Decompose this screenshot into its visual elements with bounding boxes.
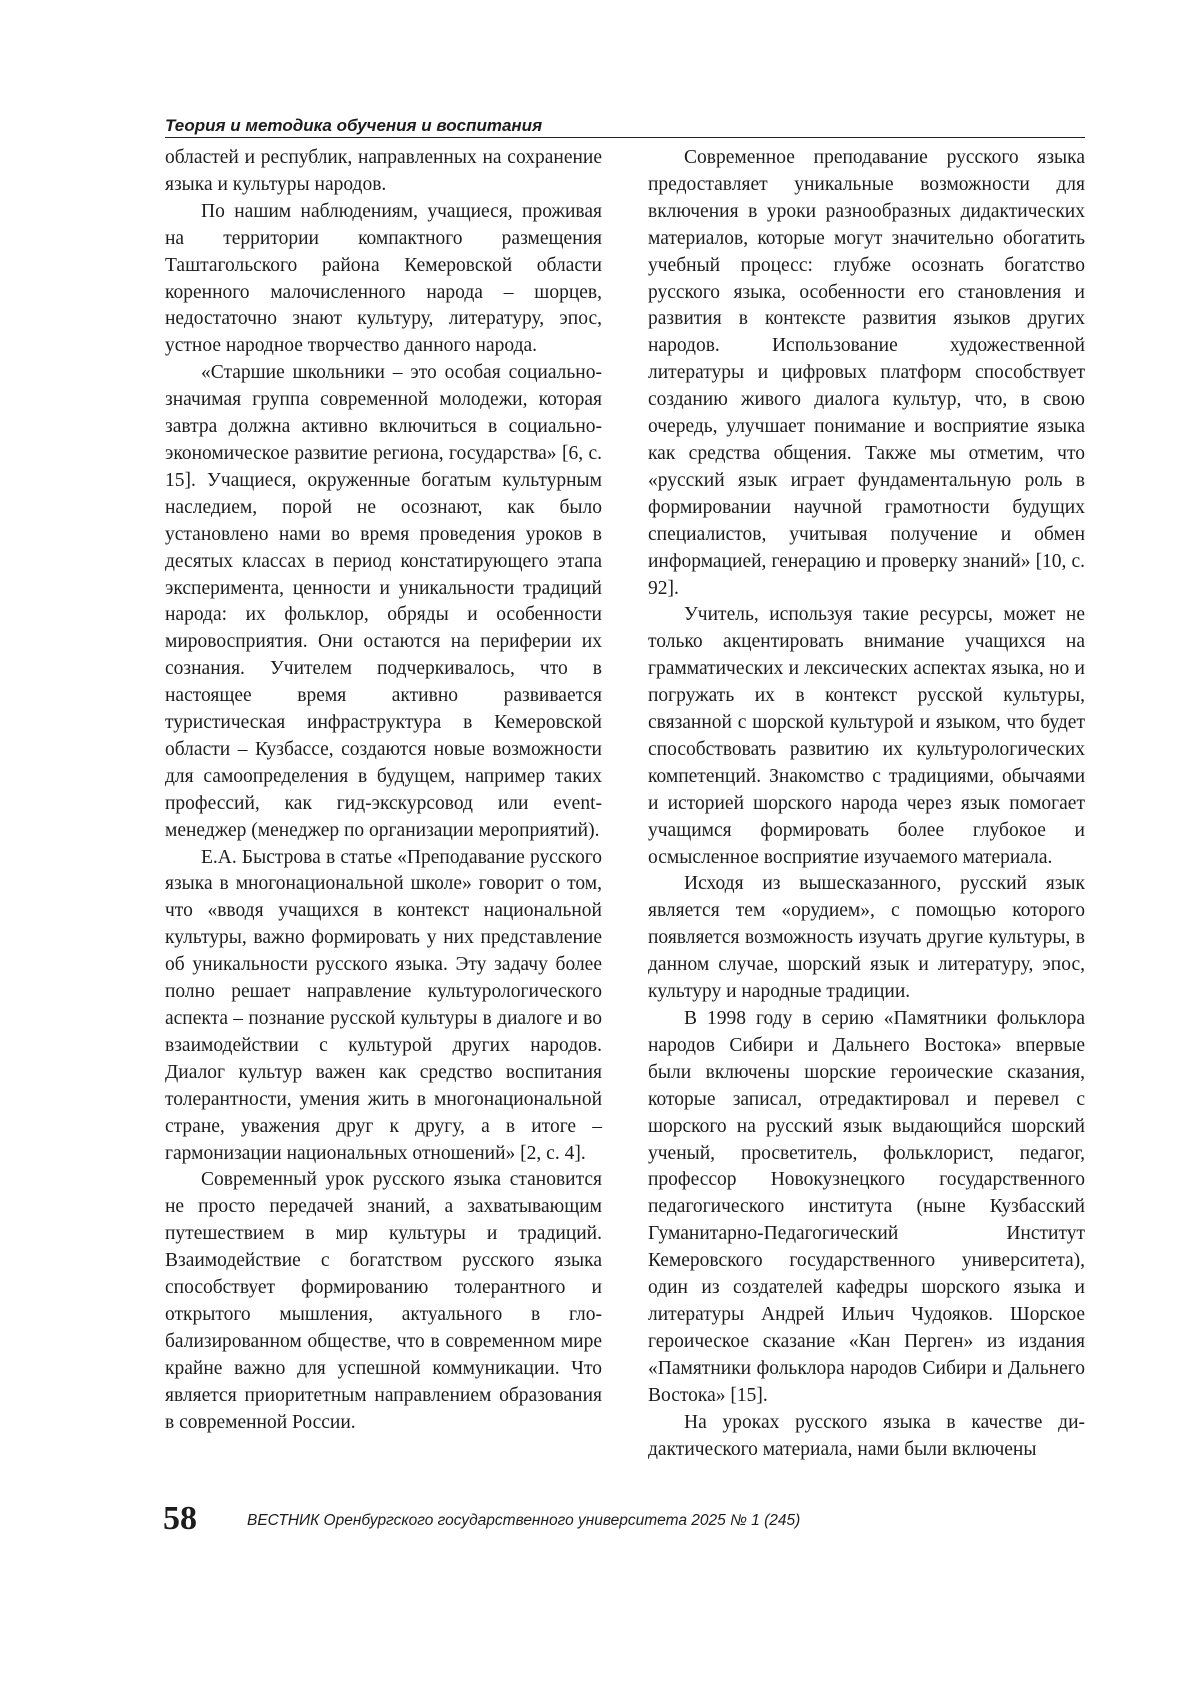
running-head-section-title: Теория и методика обучения и воспитания [165, 116, 1085, 136]
right-column [648, 145, 1085, 1463]
paragraph: По нашим наблюдениям, учащиеся, про­живая на территории компактного размещения Таштагольского района Кемеровской области коренного малочисленного народа – шорцев, недостаточно знают культуру, литературу, эпос, устное народное творчество данного народа. [165, 199, 602, 360]
paragraph: Современный урок русского языка стано­вится не просто передачей знаний, а захваты­вающим путешествием в мир культуры и тра­диций. Взаимодействие с богатством русского языка способствует формированию толерантно­го и открытого мышления, актуального в гло­бализированном обществе, что в современном мире крайне важно для успешной коммуника­ции. Что является приоритетным направлением образования в современной России. [165, 1167, 602, 1436]
paragraph: Современное преподавание русского язы­ка предоставляет уникальные возможности для включения в уроки разнообразных дидактиче­ских материалов, которые могут значительно обогатить учебный процесс: глубже осознать богатство русского языка, особенности его становления и развития в контексте развития языков других народов. Использование худо­жественной литературы и цифровых платформ способствует созданию живого диалога куль­тур, что, в свою очередь, улучшает понимание и восприятие языка как средства общения. Так­же мы отметим, что «русский язык играет фун­даментальную роль в формировании научной грамотности будущих специалистов, учитывая получение и обмен информацией, генерацию и проверку знаний» [10, с. 92]. [648, 145, 1085, 602]
paragraph: Е.А. Быстрова в статье «Преподавание рус­ского языка в многонациональной школе» гово­рит о том, что «вводя учащихся в контекст наци­ональной культуры, важно формировать у них представление об уникальности русского языка. Эту задачу более полно решает направление культурологического аспекта – познание рус­ской культуры в диалоге и во взаимодействии с культурой других народов. Диалог культур важен как средство воспитания толерантности, умения жить в многонациональной стране, ува­жения друг к другу, а в итоге – гармонизации национальных отношений» [2, с. 4]. [165, 845, 602, 1168]
left-column [165, 145, 602, 1437]
paragraph: «Старшие школьники – это особая соци­ально-значимая группа современной молоде­жи, которая завтра должна активно включиться в социально-экономическое развитие региона, государства» [6, с. 15]. Учащиеся, окруженные богатым культурным наследием, порой не осоз­нают, как было установлено нами во время про­ведения уроков в десятых классах в период кон­статирующего этапа эксперимента, ценности и уникальности традиций народа: их фольклор, обряды и особенности мировосприятия. Они остаются на периферии их сознания. Учителем подчеркивалось, что в настоящее время актив­но развивается туристическая инфраструктура в Кемеровской области – Кузбассе, создаются новые возможности для самоопределения в бу­дущем, например таких профессий, как гид-экскурсовод или event-менеджер (менеджер по организации мероприятий). [165, 360, 602, 844]
paragraph: На уроках русского языка в качестве ди­дактического материала, нами были включены [648, 1410, 1085, 1464]
paragraph: В 1998 году в серию «Памятники фоль­клора народов Сибири и Дальнего Востока» впервые были включены шорские героические сказания, которые записал, отредактировал и перевел с шорского на русский язык выдаю­щийся шорский ученый, просветитель, фоль­клорист, педагог, профессор Новокузнецкого государственного педагогического института (ныне Кузбасский Гуманитарно-Педагогиче­ский Институт Кемеровского государственно­го университета), один из создателей кафедры шорского языка и литературы Андрей Ильич Чудояков. Шорское героическое сказание «Кан Перген» из издания «Памятники фольклора на­родов Сибири и Дальнего Востока» [15]. [648, 1006, 1085, 1410]
page-number: 58 [163, 1500, 197, 1538]
journal-citation: ВЕСТНИК Оренбургского государственного университета 2025 № 1 (245) [247, 1511, 800, 1531]
paragraph: Учитель, используя такие ресурсы, может не только акцентировать внимание учащихся на грамматических и лексических аспектах языка, но и погружать их в контекст русской культуры, связанной с шорской культурой и языком, что будет способствовать развитию их культуро­логических компетенций. Знакомство с тради­циями, обычаями и историей шорского народа через язык помогает учащимся формировать более глубокое и осмысленное восприятие из­учаемого материала. [648, 602, 1085, 871]
header-divider [165, 137, 1085, 138]
paragraph: областей и республик, направленных на сохра­нение языка и культуры народов. [165, 145, 602, 199]
paragraph: Исходя из вышесказанного, русский язык является тем «орудием», с помощью которого появляется возможность изучать другие куль­туры, в данном случае, шорский язык и лите­ратуру, эпос, культуру и народные традиции. [648, 871, 1085, 1006]
